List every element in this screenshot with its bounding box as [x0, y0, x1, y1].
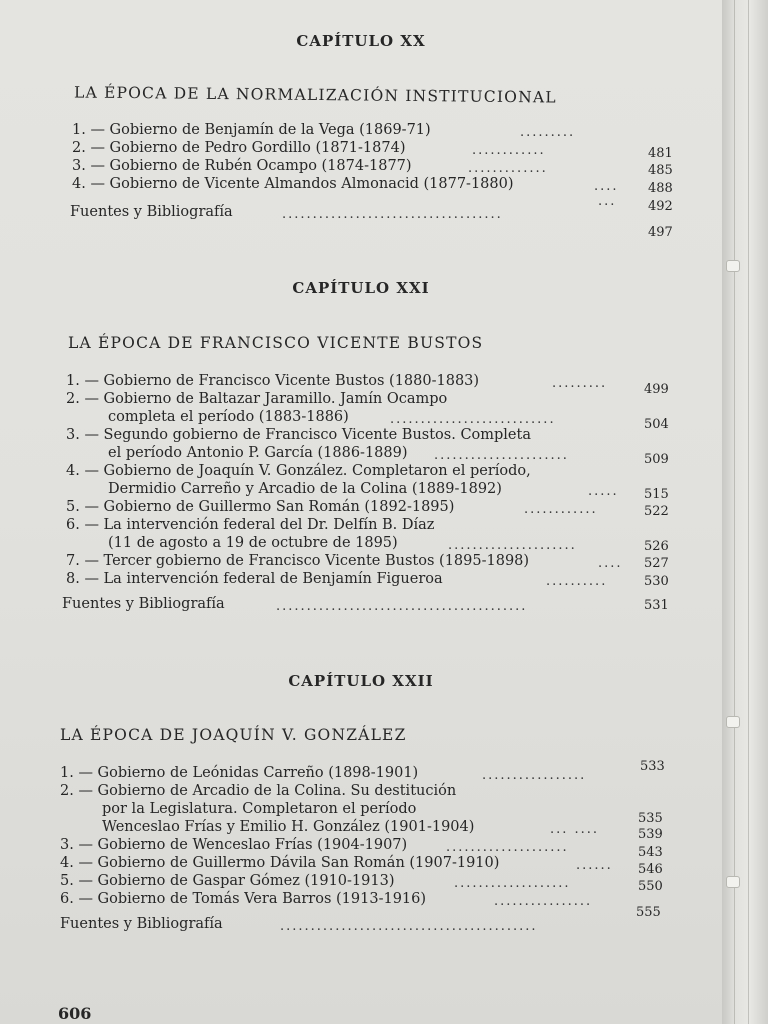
toc-entry: 7. — Tercer gobierno de Francisco Vicente Bustos (1895-1898) [66, 553, 530, 569]
page-number: 546 [638, 862, 663, 877]
toc-entry: 3. — Segundo gobierno de Francisco Vicente Bustos. Completa [66, 427, 531, 443]
page-tear-mark [726, 716, 740, 728]
next-page-edge [722, 0, 768, 1024]
page-number: 543 [638, 845, 663, 860]
toc-entry: 2. — Gobierno de Arcadio de la Colina. Su destitución [60, 783, 457, 799]
chapter-xx-title: CAPÍTULO XX [296, 32, 426, 50]
dot-leader: ................. [482, 768, 587, 783]
page-number: 499 [644, 382, 669, 397]
dot-leader: .... [598, 556, 623, 571]
sources-entry: Fuentes y Bibliografía [60, 916, 223, 932]
dot-leader: ... .... [550, 822, 600, 837]
page-number: 515 [644, 487, 669, 502]
page-number: 539 [638, 827, 663, 842]
page-number: 531 [644, 598, 669, 613]
toc-entry: 6. — La intervención federal del Dr. Delfín B. Díaz [66, 517, 435, 533]
page-number: 488 [648, 181, 673, 196]
toc-entry: (11 de agosto a 19 de octubre de 1895) [108, 535, 398, 551]
toc-entry: 1. — Gobierno de Benjamín de la Vega (1869-71) [72, 122, 431, 138]
dot-leader: ................... [454, 876, 571, 891]
dot-leader: ............. [468, 161, 548, 176]
dot-leader: ..... [588, 484, 619, 499]
chapter-xxii-heading: LA ÉPOCA DE JOAQUÍN V. GONZÁLEZ [60, 726, 407, 744]
dot-leader: ...................... [434, 448, 569, 463]
toc-entry: 4. — Gobierno de Guillermo Dávila San Román (1907-1910) [60, 855, 500, 871]
page-tear-mark [726, 260, 740, 272]
toc-entry: 2. — Gobierno de Baltazar Jaramillo. Jamín Ocampo [66, 391, 448, 407]
toc-entry: 5. — Gobierno de Guillermo San Román (1892-1895) [66, 499, 455, 515]
dot-leader: .... [594, 179, 619, 194]
page-number: 555 [636, 905, 661, 920]
page-number: 504 [644, 417, 669, 432]
sources-entry: Fuentes y Bibliografía [70, 204, 233, 220]
page-number: 533 [640, 759, 665, 774]
dot-leader: .................... [446, 840, 569, 855]
dot-leader: .......................................... [280, 919, 538, 934]
dot-leader: ......................................... [276, 599, 528, 614]
toc-entry: 2. — Gobierno de Pedro Gordillo (1871-1874) [72, 140, 406, 156]
toc-entry: 6. — Gobierno de Tomás Vera Barros (1913-1916) [60, 891, 427, 907]
page-number: 481 [648, 146, 673, 161]
dot-leader: ............ [472, 143, 546, 158]
page-number: 526 [644, 539, 669, 554]
toc-entry: 8. — La intervención federal de Benjamín Figueroa [66, 571, 443, 587]
page-edge-line [734, 0, 735, 1024]
page-number: 497 [648, 225, 673, 240]
dot-leader: ........................... [390, 412, 556, 427]
page-number: 522 [644, 504, 669, 519]
page-number: 492 [648, 199, 673, 214]
chapter-xx-heading: LA ÉPOCA DE LA NORMALIZACIÓN INSTITUCIONAL [73, 83, 557, 107]
page-number: 530 [644, 574, 669, 589]
page-number: 485 [648, 163, 673, 178]
dot-leader: ......... [520, 125, 576, 140]
dot-leader: .......... [546, 574, 608, 589]
page-folio: 606 [58, 1004, 92, 1023]
dot-leader: .................................... [282, 207, 503, 222]
toc-entry: 5. — Gobierno de Gaspar Gómez (1910-1913) [60, 873, 395, 889]
toc-entry: por la Legislatura. Completaron el período [102, 801, 417, 817]
dot-leader: ................ [494, 894, 593, 909]
page-number: 550 [638, 879, 663, 894]
toc-entry: 1. — Gobierno de Leónidas Carreño (1898-1901) [60, 765, 419, 781]
chapter-xxi-title: CAPÍTULO XXI [292, 279, 430, 297]
sources-entry: Fuentes y Bibliografía [62, 596, 225, 612]
dot-leader: ... [598, 194, 617, 209]
dot-leader: ............ [524, 502, 598, 517]
chapter-xxi-heading: LA ÉPOCA DE FRANCISCO VICENTE BUSTOS [68, 334, 484, 352]
page-number: 535 [638, 811, 663, 826]
chapter-xxii-title: CAPÍTULO XXII [288, 672, 434, 690]
toc-entry: 3. — Gobierno de Rubén Ocampo (1874-1877) [72, 158, 412, 174]
toc-entry: 4. — Gobierno de Joaquín V. González. Completaron el período, [66, 463, 531, 479]
toc-entry: Wenceslao Frías y Emilio H. González (1901-1904) [102, 819, 475, 835]
dot-leader: ..................... [448, 538, 577, 553]
page-number: 527 [644, 556, 669, 571]
dot-leader: ......... [552, 376, 608, 391]
toc-entry: 4. — Gobierno de Vicente Almandos Almonacid (1877-1880) [72, 176, 514, 192]
page-edge-line [748, 0, 749, 1024]
dot-leader: ...... [576, 858, 613, 873]
toc-entry: Dermidio Carreño y Arcadio de la Colina (1889-1892) [108, 481, 502, 497]
page-number: 509 [644, 452, 669, 467]
toc-entry: el período Antonio P. García (1886-1889) [108, 445, 408, 461]
page-tear-mark [726, 876, 740, 888]
toc-entry: 1. — Gobierno de Francisco Vicente Bustos (1880-1883) [66, 373, 480, 389]
toc-entry: completa el período (1883-1886) [108, 409, 349, 425]
toc-entry: 3. — Gobierno de Wenceslao Frías (1904-1907) [60, 837, 408, 853]
